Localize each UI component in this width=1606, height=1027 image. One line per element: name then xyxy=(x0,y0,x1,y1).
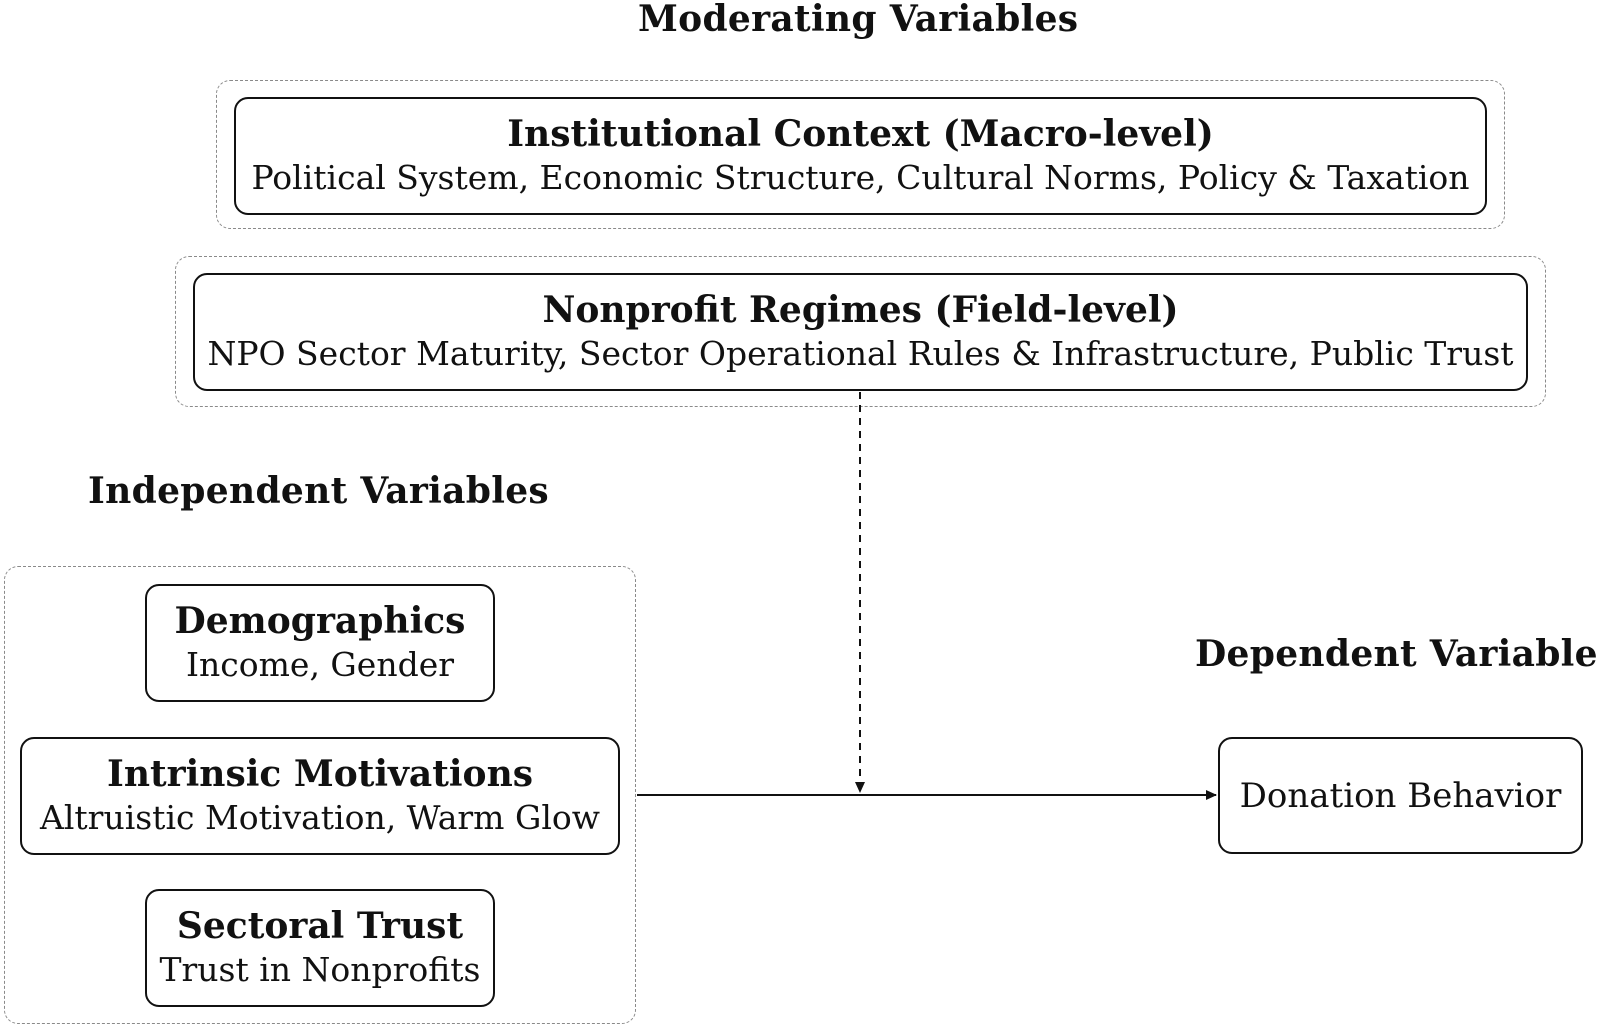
intrinsic-motivations-box xyxy=(20,737,620,855)
sectoral-trust-title: Sectoral Trust xyxy=(176,905,464,948)
dependent-variable-heading: Dependent Variable xyxy=(1195,633,1598,675)
demographics-box xyxy=(145,584,495,702)
institutional-context-title: Institutional Context (Macro-level) xyxy=(507,113,1214,156)
institutional-context-detail: Political System, Economic Structure, Cultural Norms, Policy & Taxation xyxy=(251,158,1470,198)
demographics-detail: Income, Gender xyxy=(185,645,454,685)
donation-behavior-box xyxy=(1218,737,1583,854)
nonprofit-regimes-detail: NPO Sector Maturity, Sector Operational Rules & Infrastructure, Public Trust xyxy=(207,334,1514,374)
sectoral-trust-detail: Trust in Nonprofits xyxy=(159,950,481,990)
moderating-variables-heading: Moderating Variables xyxy=(638,0,1079,40)
donation-behavior-label: Donation Behavior xyxy=(1239,775,1562,816)
independent-variables-heading: Independent Variables xyxy=(88,470,549,512)
nonprofit-regimes-title: Nonprofit Regimes (Field-level) xyxy=(542,289,1179,332)
nonprofit-regimes-box xyxy=(193,273,1528,391)
sectoral-trust-box xyxy=(145,889,495,1007)
intrinsic-motivations-detail: Altruistic Motivation, Warm Glow xyxy=(40,798,600,838)
institutional-context-box xyxy=(234,97,1487,215)
intrinsic-motivations-title: Intrinsic Motivations xyxy=(106,753,534,796)
demographics-title: Demographics xyxy=(174,600,466,643)
